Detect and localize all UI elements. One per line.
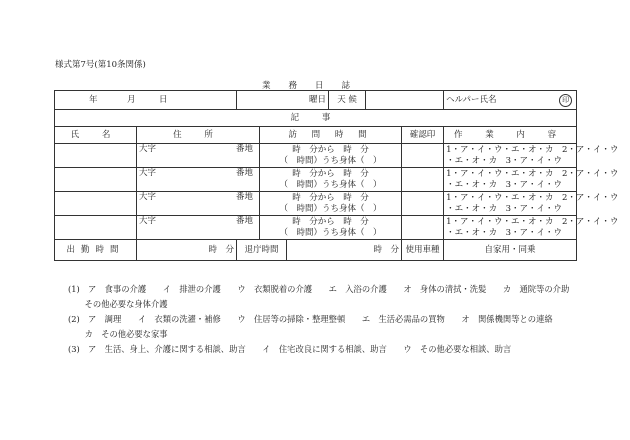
departure-time-value[interactable]: 時 分	[137, 240, 237, 261]
helper-name-cell[interactable]	[444, 91, 577, 110]
address-cell[interactable]	[137, 192, 260, 216]
departure-time-label: 出勤時間	[55, 240, 137, 261]
note-line: (2) ア 調理 イ 衣類の洗濯・補修 ウ 住居等の掃除・整理整頓 エ 生活必需品の買物 オ 関係機関等との連絡	[68, 314, 553, 324]
name-cell[interactable]	[55, 144, 137, 168]
address-prefix: 大字	[139, 144, 157, 154]
footer-row	[55, 240, 577, 261]
vehicle-value[interactable]: 自家用・同乗	[444, 240, 577, 261]
weekday-label: 曜日	[309, 94, 327, 105]
weather-label: 天 候	[337, 94, 357, 105]
note-line: その他必要な身体介護	[68, 299, 168, 309]
visit-time-line2: （ 時間）うち身体（ ）	[279, 203, 382, 214]
address-prefix: 大字	[139, 168, 157, 178]
work-content-line2: ・エ・オ・カ 3・ア・イ・ウ	[446, 179, 562, 190]
col-address: 住 所	[137, 127, 260, 144]
seal-mark: 印	[559, 94, 572, 107]
work-content-cell[interactable]	[444, 168, 619, 192]
document-title: 業務日誌	[261, 81, 368, 91]
work-content-cell[interactable]	[444, 144, 619, 168]
note-line: (1) ア 食事の介護 イ 排泄の介護 ウ 衣類脱着の介護 エ 入浴の介護 オ 身体の清拭・洗髪 カ 通院等の介助	[68, 284, 570, 294]
table-row	[55, 192, 577, 216]
table-row	[55, 168, 577, 192]
table-row	[55, 216, 577, 240]
visit-time-line1: 時 分から 時 分	[292, 192, 369, 203]
weather-value-cell[interactable]	[366, 91, 444, 110]
form-number: 様式第7号(第10条関係)	[55, 60, 146, 70]
col-name: 氏 名	[55, 127, 137, 144]
weekday-cell[interactable]	[237, 91, 329, 110]
leave-time-value[interactable]: 時 分	[287, 240, 402, 261]
confirm-seal-cell[interactable]	[402, 144, 444, 168]
work-content-line1: 1・ア・イ・ウ・エ・オ・カ 2・ア・イ・ウ	[446, 168, 619, 179]
work-content-cell[interactable]	[444, 216, 619, 240]
record-title-row	[55, 110, 577, 127]
leave-time-label: 退庁時間	[237, 240, 287, 261]
address-cell[interactable]	[137, 216, 260, 240]
address-suffix: 番地	[236, 144, 254, 154]
address-suffix: 番地	[236, 216, 254, 226]
confirm-seal-cell[interactable]	[402, 168, 444, 192]
col-work-content: 作 業 内 容	[444, 127, 577, 144]
visit-time-line1: 時 分から 時 分	[292, 168, 369, 179]
work-content-line1: 1・ア・イ・ウ・エ・オ・カ 2・ア・イ・ウ	[446, 216, 619, 227]
month-label: 月	[127, 94, 136, 105]
name-cell[interactable]	[55, 168, 137, 192]
address-cell[interactable]	[137, 168, 260, 192]
record-label: 記 事	[55, 110, 577, 127]
work-content-line1: 1・ア・イ・ウ・エ・オ・カ 2・ア・イ・ウ	[446, 192, 619, 203]
visit-time-cell[interactable]	[260, 144, 402, 168]
address-suffix: 番地	[236, 192, 254, 202]
weather-label-cell	[329, 91, 366, 110]
confirm-seal-cell[interactable]	[402, 216, 444, 240]
address-prefix: 大字	[139, 216, 157, 226]
work-content-line2: ・エ・オ・カ 3・ア・イ・ウ	[446, 155, 562, 166]
column-header-row	[55, 127, 577, 144]
date-cell[interactable]	[55, 91, 237, 110]
visit-time-line2: （ 時間）うち身体（ ）	[279, 155, 382, 166]
address-prefix: 大字	[139, 192, 157, 202]
visit-time-line1: 時 分から 時 分	[292, 144, 369, 155]
work-content-line2: ・エ・オ・カ 3・ア・イ・ウ	[446, 203, 562, 214]
helper-name-label: ヘルパー氏名	[446, 94, 497, 105]
address-suffix: 番地	[236, 168, 254, 178]
visit-time-cell[interactable]	[260, 216, 402, 240]
day-label: 日	[159, 94, 168, 105]
notes-list	[68, 282, 628, 357]
note-line: カ その他必要な家事	[68, 329, 168, 339]
name-cell[interactable]	[55, 216, 137, 240]
visit-time-cell[interactable]	[260, 192, 402, 216]
col-confirm-seal: 確認印	[402, 127, 444, 144]
name-cell[interactable]	[55, 192, 137, 216]
work-content-cell[interactable]	[444, 192, 619, 216]
address-cell[interactable]	[137, 144, 260, 168]
visit-time-line2: （ 時間）うち身体（ ）	[279, 179, 382, 190]
header-row	[55, 91, 577, 110]
work-content-line2: ・エ・オ・カ 3・ア・イ・ウ	[446, 227, 562, 238]
visit-time-line2: （ 時間）うち身体（ ）	[279, 227, 382, 238]
col-visit-time: 訪 問 時 間	[260, 127, 402, 144]
visit-time-line1: 時 分から 時 分	[292, 216, 369, 227]
note-line: (3) ア 生活、身上、介護に関する相談、助言 イ 住宅改良に関する相談、助言 ウ その他必要な相談、助言	[68, 344, 512, 354]
vehicle-label: 使用車種	[402, 240, 444, 261]
table-row	[55, 144, 577, 168]
confirm-seal-cell[interactable]	[402, 192, 444, 216]
visit-time-cell[interactable]	[260, 168, 402, 192]
work-log-table	[54, 90, 619, 261]
work-content-line1: 1・ア・イ・ウ・エ・オ・カ 2・ア・イ・ウ	[446, 144, 619, 155]
year-label: 年	[89, 94, 98, 105]
